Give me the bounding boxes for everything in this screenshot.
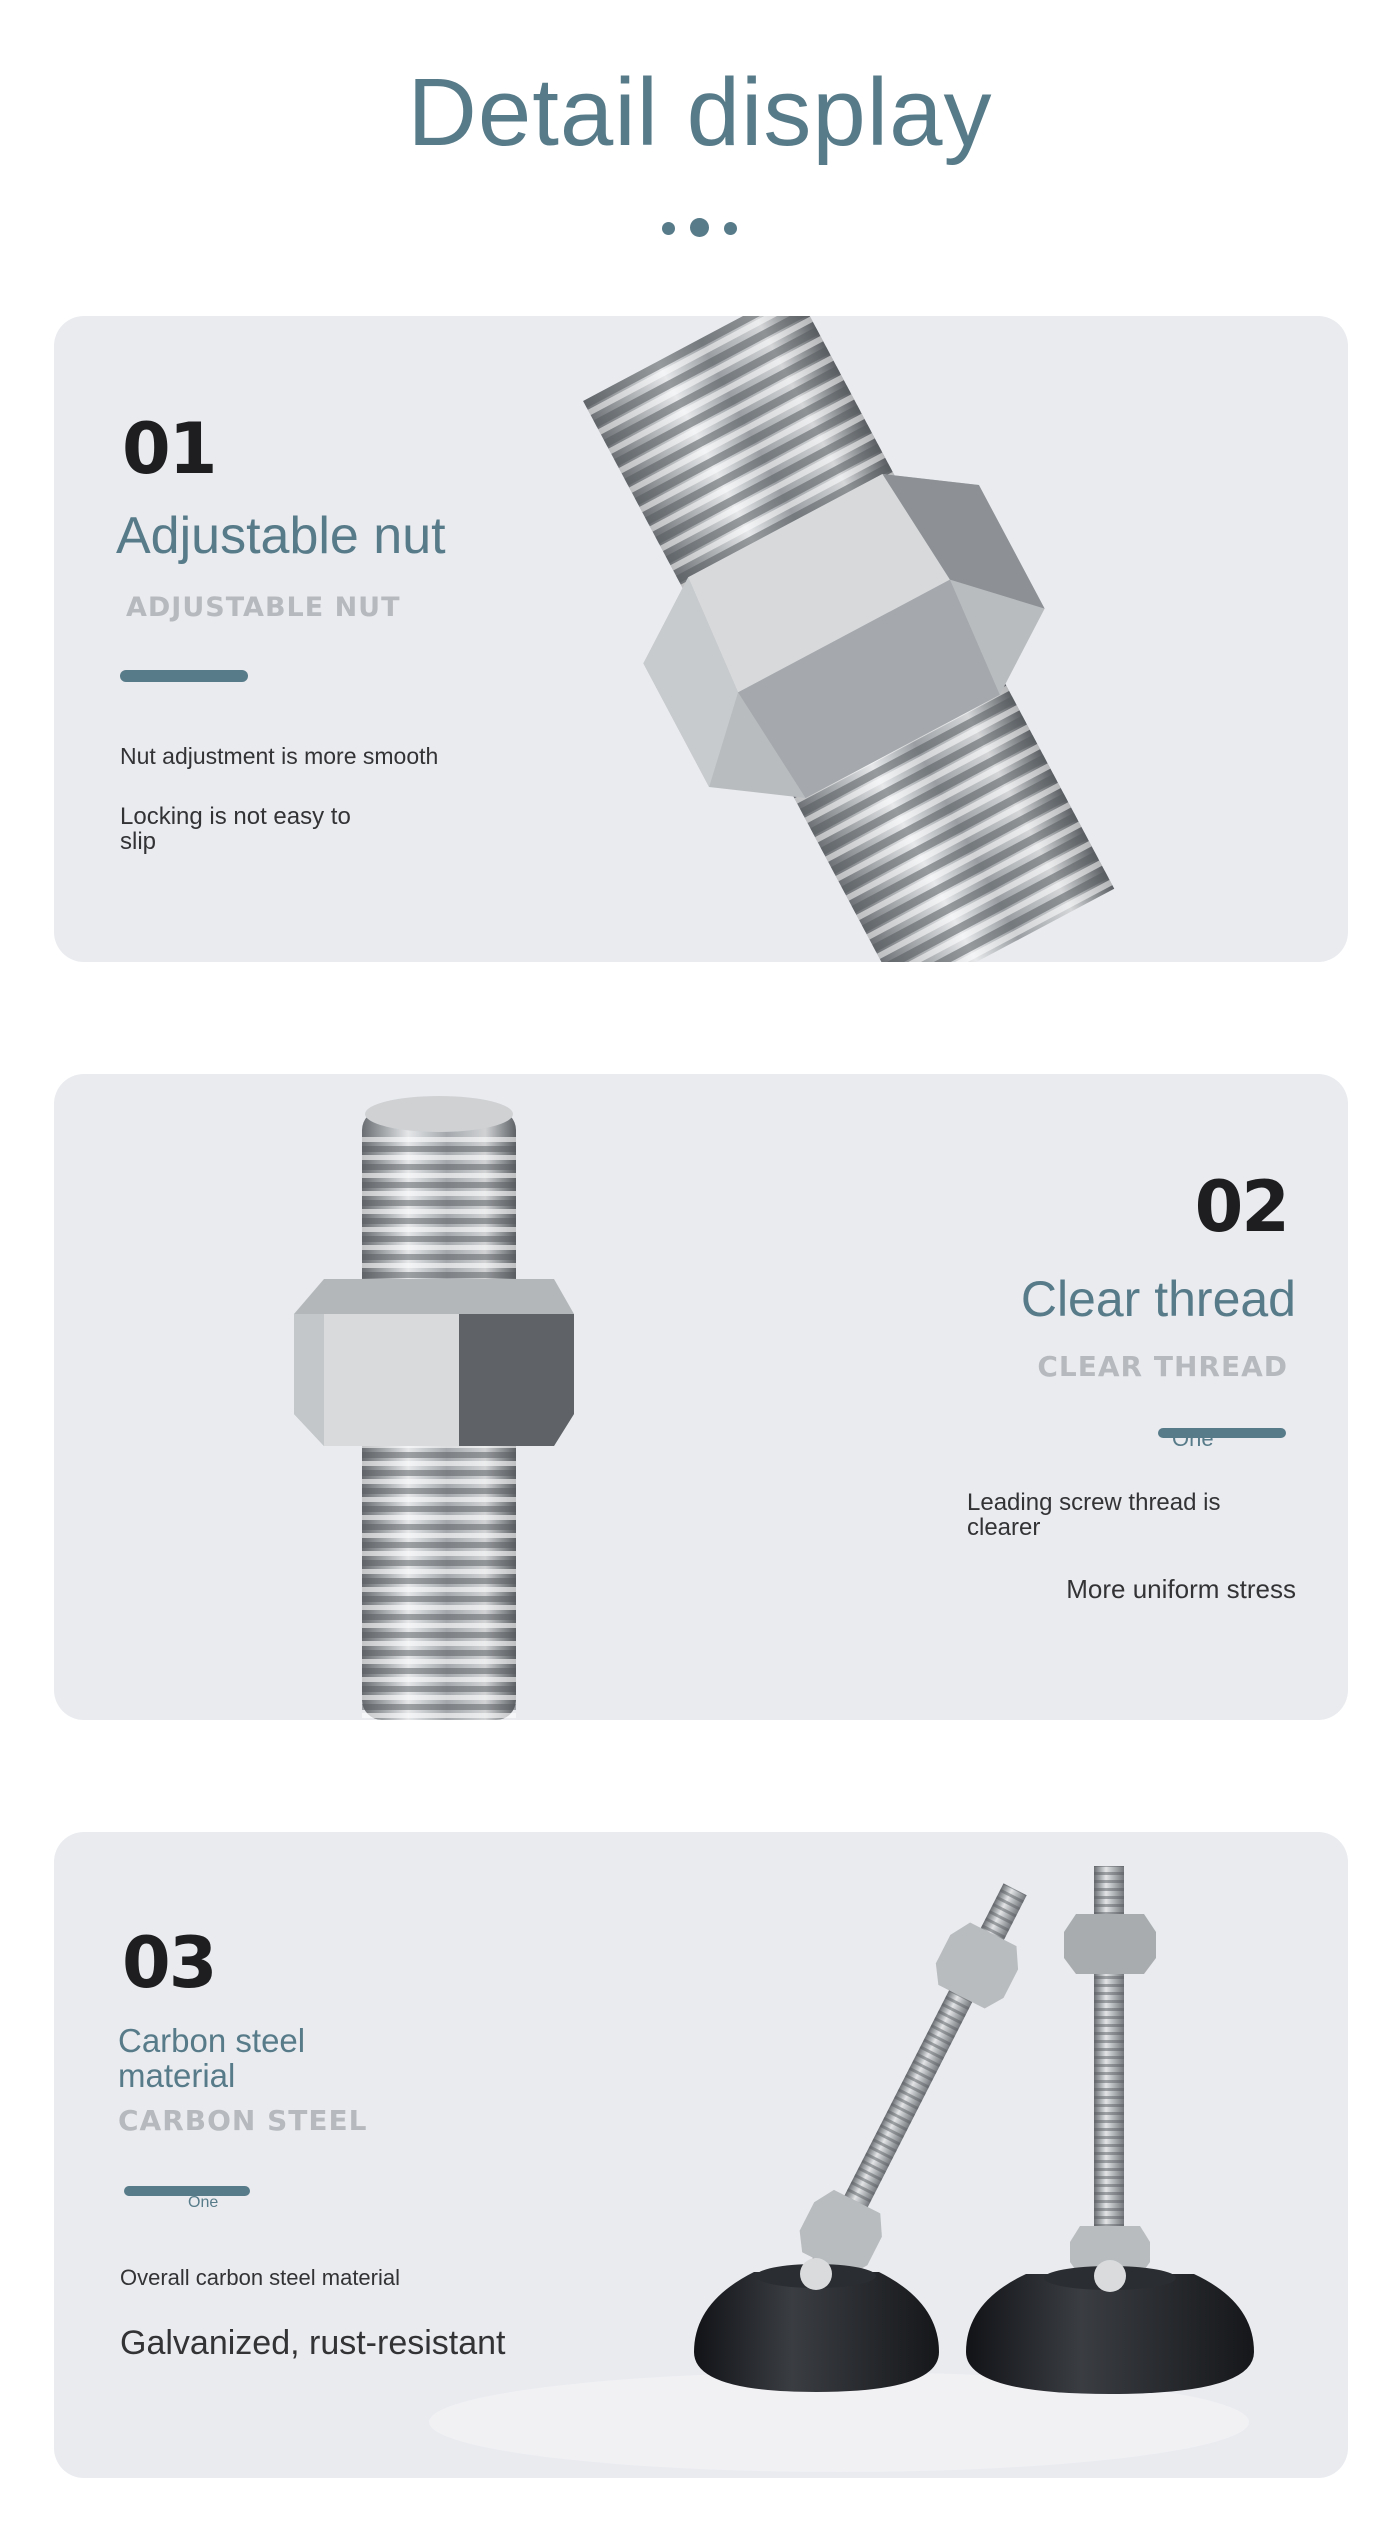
divider-label: One [1172, 1426, 1214, 1451]
feature-point: More uniform stress [1066, 1574, 1296, 1604]
dot-icon [662, 222, 675, 235]
feature-subheading: CARBON STEEL [118, 2104, 368, 2137]
threaded-rod-with-hex-nut-icon [54, 1074, 1348, 1720]
dot-icon [724, 222, 737, 235]
page-title: Detail display [407, 59, 993, 166]
leveling-feet-icon [54, 1832, 1348, 2478]
bolt-with-hex-nut-icon [54, 316, 1348, 962]
feature-number: 03 [122, 1922, 216, 2004]
feature-heading: Adjustable nut [116, 507, 446, 565]
three-dots-icon [0, 216, 1400, 240]
feature-number: 02 [1194, 1166, 1288, 1248]
divider-label: One [188, 2194, 219, 2211]
feature-subheading: ADJUSTABLE NUT [126, 592, 401, 623]
feature-point: Nut adjustment is more smooth [120, 743, 439, 769]
feature-point: Galvanized, rust-resistant [120, 2324, 506, 2362]
feature-subheading: CLEAR THREAD [1037, 1350, 1288, 1383]
feature-panel-clear-thread [54, 1074, 1348, 1720]
feature-point: Overall carbon steel material [120, 2265, 401, 2290]
feature-point: Locking is not easy to slip [120, 803, 351, 856]
dot-icon [690, 218, 709, 237]
feature-point: Leading screw thread is clearer [967, 1489, 1221, 1542]
feature-heading: Carbon steel material [118, 2022, 306, 2094]
feature-number: 01 [122, 408, 216, 490]
feature-heading: Clear thread [1020, 1271, 1296, 1327]
feature-panel-carbon-steel [54, 1832, 1348, 2478]
feature-panel-adjustable-nut [54, 316, 1348, 962]
